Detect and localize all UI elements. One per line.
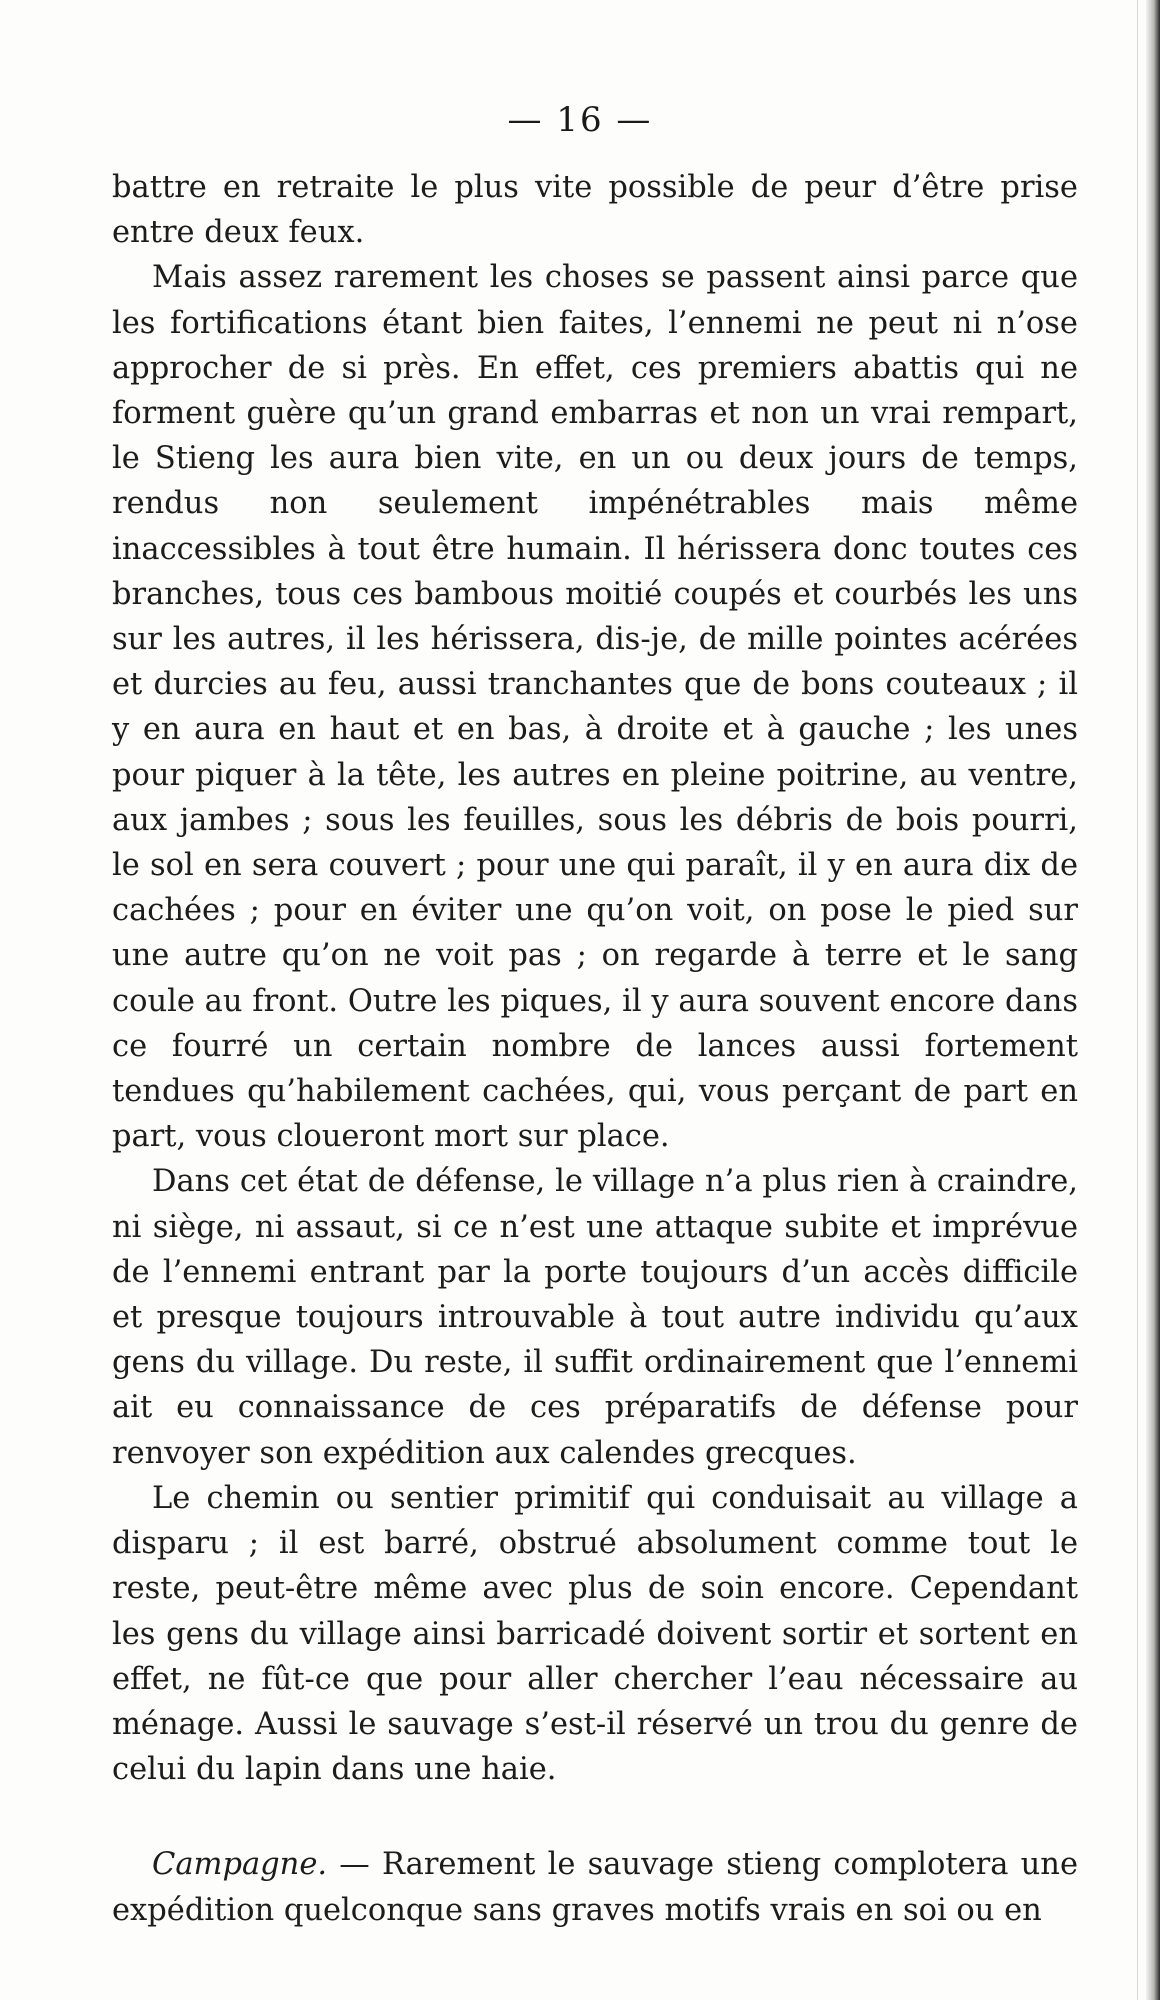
paragraph-fortifications: Mais assez rarement les choses se passent ainsi parce que les fortifications étant bien faites, l’ennemi ne peut ni n’ose approcher de si près. En effet, ces premiers abattis qui ne forment guère qu’un grand embarras et non un vrai rempart, le Stieng les aura bien vite, en un ou deux jours de temps, rendus non seulement impénétrables mais même inaccessibles à tout être humain. Il hérissera donc toutes ces branches, tous ces bambous moitié coupés et courbés les uns sur les autres, il les hérissera, dis-je, de mille pointes acérées et durcies au feu, aussi tranchantes que de bons couteaux ; il y en aura en haut et en bas, à droite et à gauche ; les unes pour piquer à la tête, les autres en pleine poitrine, au ventre, aux jambes ; sous les feuilles, sous les débris de bois pourri, le sol en sera couvert ; pour une qui paraît, il y en aura dix de cachées ; pour en éviter une qu’on voit, on pose le pied sur une autre qu’on ne voit pas ; on regarde à terre et le sang coule au front. Outre les piques, il y aura souvent encore dans ce fourré un certain nombre de lances aussi fortement tendues qu’habilement cachées, qui, vous perçant de part en part, vous cloueront mort sur place. bbox=[112, 260, 1078, 1155]
paragraph-path: Le chemin ou sentier primitif qui conduisait au village a disparu ; il est barré, obstrué absolument comme tout le reste, peut-être même avec plus de soin encore. Cependant les gens du village ainsi barricadé doivent sortir et sortent en effet, ne fût-ce que pour aller chercher l’eau nécessaire au ménage. Aussi le sauvage s’est-il réservé un trou du genre de celui du lapin dans une haie. bbox=[112, 1480, 1078, 1788]
paragraph-defense-state: Dans cet état de défense, le village n’a plus rien à craindre, ni siège, ni assaut, si ce n’est une attaque subite et imprévue de l’ennemi entrant par la porte toujours d’un accès difficile et presque toujours introuvable à tout autre individu qu’aux gens du village. Du reste, il suffit ordinairement que l’ennemi ait eu connaissance de ces préparatifs de défense pour renvoyer son expédition aux calendes grecques. bbox=[112, 1164, 1078, 1471]
body-text bbox=[112, 165, 1078, 1933]
page-edge-shadow bbox=[1146, 0, 1160, 2000]
paragraph-continuation: battre en retraite le plus vite possible de peur d’être prise entre deux feux. bbox=[112, 170, 1078, 251]
page-number: — 16 — bbox=[507, 100, 653, 140]
section-separator: — bbox=[327, 1847, 382, 1883]
section-gap bbox=[112, 1792, 1078, 1842]
page-edge-line bbox=[1137, 0, 1138, 2000]
section-text: Rarement le sauvage stieng complotera une expédition quelconque sans graves motifs vrais en soi ou en bbox=[112, 1847, 1079, 1928]
section-campagne bbox=[112, 1842, 1078, 1932]
section-title: Campagne. bbox=[152, 1847, 328, 1883]
